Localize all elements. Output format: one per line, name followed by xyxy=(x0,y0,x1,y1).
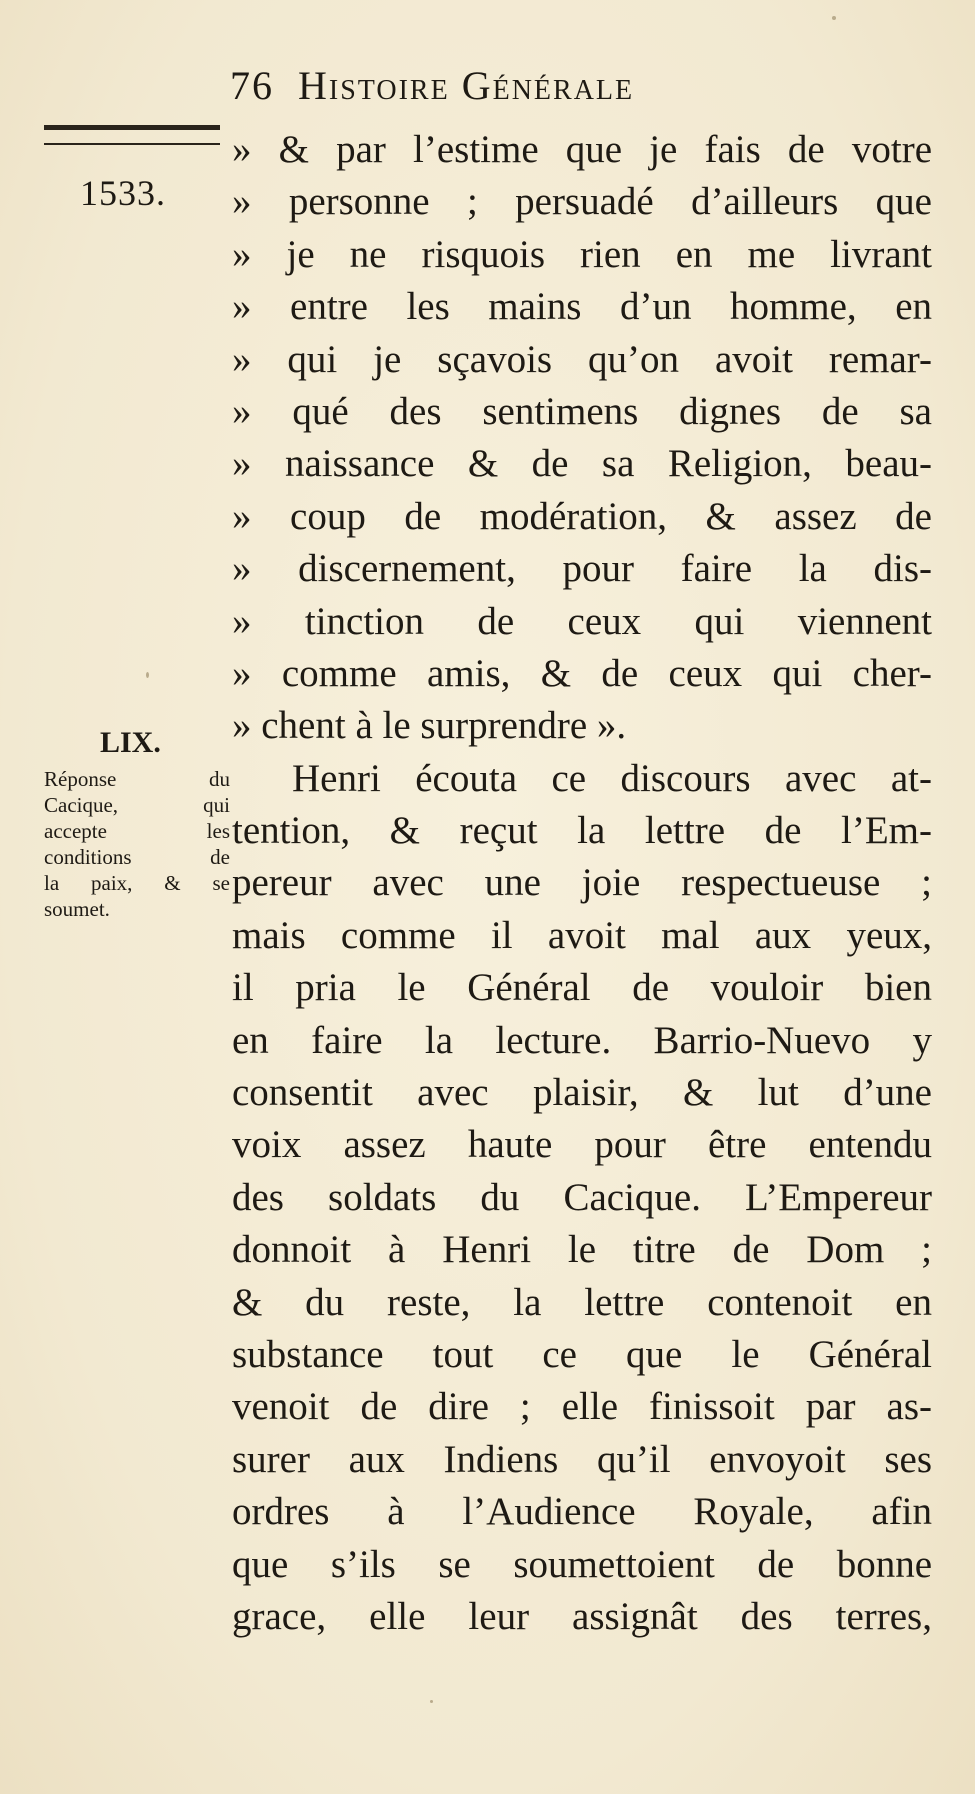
margin-note xyxy=(44,766,230,922)
text-line: » naissance & de sa Religion, beau- xyxy=(232,442,932,486)
text-line: voix assez haute pour être entendu xyxy=(232,1123,932,1167)
paper-speck xyxy=(146,672,149,678)
text-line: il pria le Général de vouloir bien xyxy=(232,966,932,1010)
header-rule-thin xyxy=(44,143,220,145)
margin-year: 1533. xyxy=(80,173,166,213)
text-line: » discernement, pour faire la dis- xyxy=(232,547,932,591)
text-line: consentit avec plaisir, & lut d’une xyxy=(232,1071,932,1115)
text-line: » je ne risquois rien en me livrant xyxy=(232,232,932,276)
text-line: » & par l’estime que je fais de votre xyxy=(232,128,932,171)
text-line: tention, & reçut la lettre de l’Em- xyxy=(232,809,932,853)
text-line: » qué des sentimens dignes de sa xyxy=(232,389,932,433)
text-line: des soldats du Cacique. L’Empereur xyxy=(232,1175,932,1219)
text-line: » qui je sçavois qu’on avoit remar- xyxy=(232,337,932,381)
margin-note-line: conditions de xyxy=(44,845,230,869)
header-rule-thick xyxy=(44,125,220,130)
running-title: Histoire Générale xyxy=(298,63,635,108)
text-line: & du reste, la lettre contenoit en xyxy=(232,1280,932,1324)
text-line: mais comme il avoit mal aux yeux, xyxy=(232,913,932,957)
text-line: ordres à l’Audience Royale, afin xyxy=(232,1490,932,1534)
text-line: » coup de modération, & assez de xyxy=(232,494,932,538)
text-line: » personne ; persuadé d’ailleurs que xyxy=(232,180,932,224)
margin-note-line: la paix, & se xyxy=(44,871,230,895)
section-number: LIX. xyxy=(100,726,161,759)
text-line: en faire la lecture. Barrio-Nuevo y xyxy=(232,1018,932,1062)
text-line: Henri écouta ce discours avec at- xyxy=(292,756,932,800)
text-line: » comme amis, & de ceux qui cher- xyxy=(232,651,932,695)
text-line: » tinction de ceux qui viennent xyxy=(232,599,932,643)
text-line: donnoit à Henri le titre de Dom ; xyxy=(232,1228,932,1272)
body-text xyxy=(232,124,932,1643)
text-line: venoit de dire ; elle finissoit par as- xyxy=(232,1385,932,1429)
running-header xyxy=(230,62,930,122)
text-line: grace, elle leur assignât des terres, xyxy=(232,1594,932,1638)
page-number: 76 xyxy=(230,63,274,108)
text-line: surer aux Indiens qu’il envoyoit ses xyxy=(232,1437,932,1481)
text-line: » chent à le surprendre ». xyxy=(232,704,627,748)
text-line: substance tout ce que le Général xyxy=(232,1332,932,1376)
text-line: » entre les mains d’un homme, en xyxy=(232,285,932,329)
margin-note-line: Réponse du xyxy=(44,767,230,791)
margin-note-line: Cacique, qui xyxy=(44,793,230,817)
margin-note-line: accepte les xyxy=(44,819,230,843)
text-line: pereur avec une joie respectueuse ; xyxy=(232,861,932,905)
text-line: que s’ils se soumettoient de bonne xyxy=(232,1542,932,1586)
margin-note-line: soumet. xyxy=(44,897,110,921)
paper-speck xyxy=(832,16,836,20)
paper-speck xyxy=(430,1700,433,1703)
